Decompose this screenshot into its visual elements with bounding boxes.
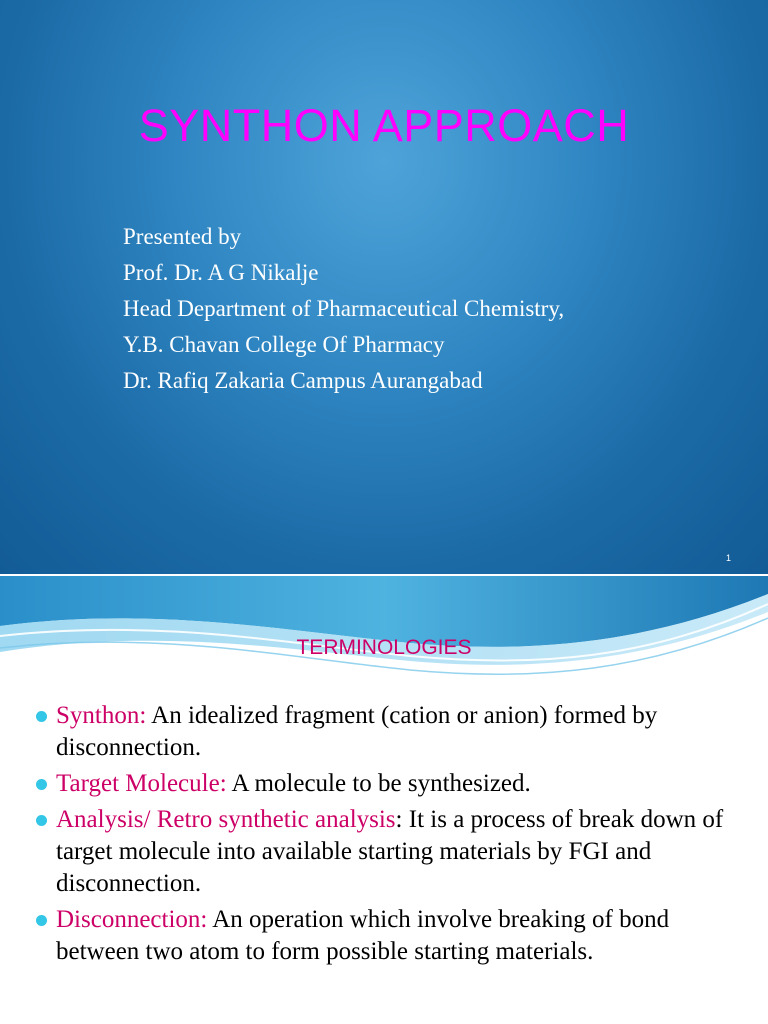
presenter-line: Presented by (123, 224, 242, 249)
page-number: 1 (725, 553, 731, 563)
bullet-icon (36, 779, 47, 790)
term-separator: : (395, 806, 403, 833)
term-label: Disconnection (56, 906, 201, 933)
bullet-icon (36, 711, 47, 722)
term-label: Analysis/ Retro synthetic analysis (56, 806, 396, 833)
term-definition: It is a process of break down of target molecule into available starting materials by FGI and disconnection. (56, 806, 724, 897)
wave-decoration (0, 576, 768, 686)
term-separator: : (219, 770, 227, 797)
presenter-line: Y.B. Chavan College Of Pharmacy (123, 332, 445, 357)
term-separator: : (200, 906, 208, 933)
bullet-icon (36, 815, 47, 826)
slide-title: SYNTHON APPROACH (138, 100, 630, 151)
term-separator: : (139, 702, 147, 729)
presenter-line: Head Department of Pharmaceutical Chemistry, (123, 296, 565, 321)
presenter-block (123, 222, 683, 402)
list-item (36, 768, 736, 800)
list-item (36, 904, 736, 968)
terminology-list (36, 700, 736, 972)
section-title: TERMINOLOGIES (296, 636, 472, 659)
list-item (36, 804, 736, 900)
terminology-slide (0, 576, 768, 1024)
term-label: Target Molecule (56, 770, 220, 797)
term-definition: An operation which involve breaking of bond between two atom to form possible starting materials. (56, 906, 670, 965)
term-label: Synthon (56, 702, 140, 729)
term-definition: An idealized fragment (cation or anion) formed by disconnection. (56, 702, 658, 761)
term-definition: A molecule to be synthesized. (226, 770, 531, 797)
bullet-icon (36, 915, 47, 926)
list-item (36, 700, 736, 764)
presenter-line: Dr. Rafiq Zakaria Campus Aurangabad (123, 368, 483, 393)
presenter-line: Prof. Dr. A G Nikalje (123, 260, 319, 285)
